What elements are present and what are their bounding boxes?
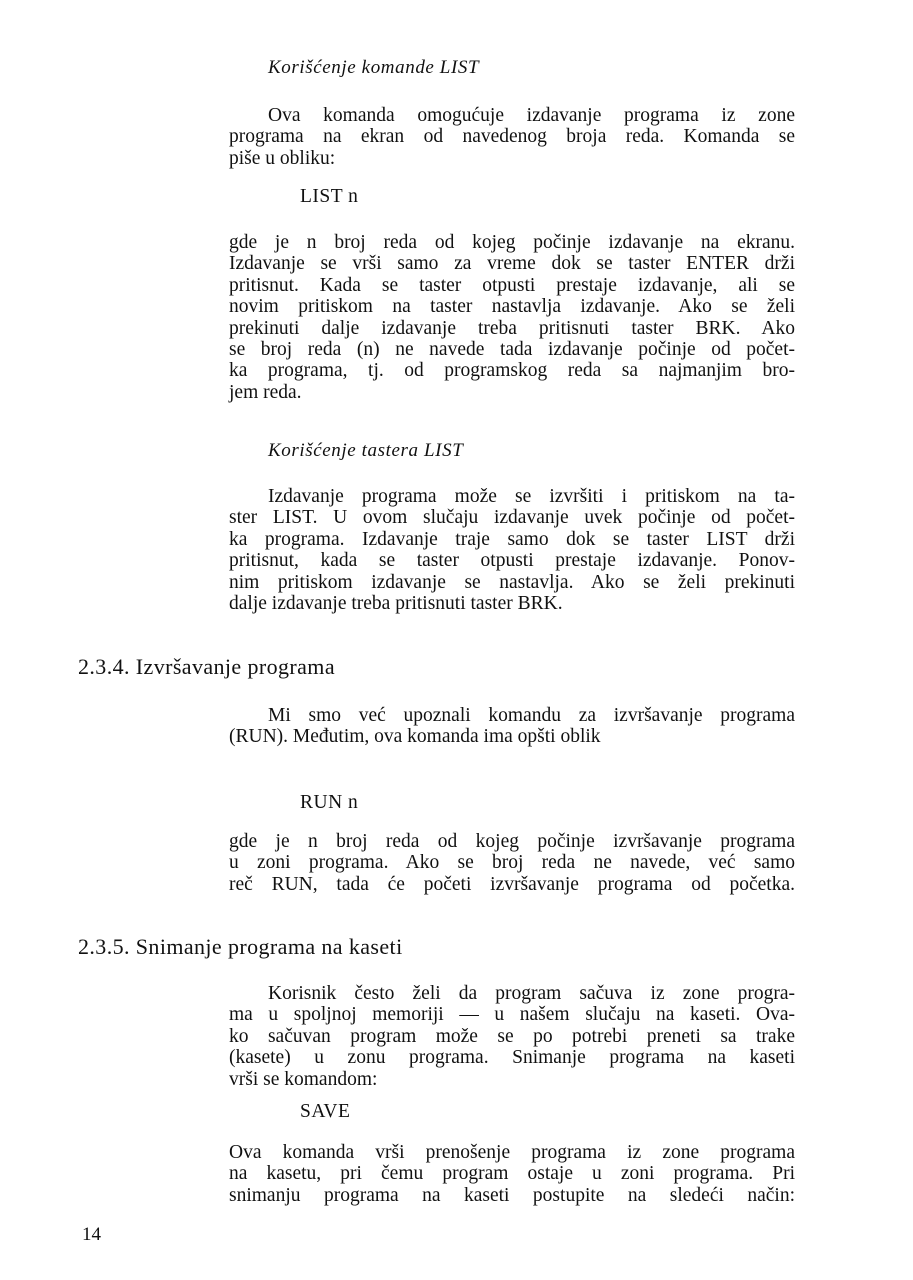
section-heading-2-3-5: 2.3.5. Snimanje programa na kaseti (78, 934, 403, 959)
paragraph-list-key (229, 486, 795, 614)
text-line: ka programa, tj. od programskog reda sa najmanjim bro- (229, 360, 795, 382)
section-heading-2-3-4: 2.3.4. Izvršavanje programa (78, 654, 335, 679)
text-line: Ova komanda vrši prenošenje programa iz zone programa (229, 1142, 795, 1163)
text-line: Mi smo već upoznali komandu za izvršavanje programa (268, 705, 795, 726)
text-line: prekinuti dalje izdavanje treba pritisnuti taster BRK. Ako (229, 317, 795, 339)
text-line: na kasetu, pri čemu program ostaje u zoni programa. Pri (229, 1163, 795, 1185)
text-line: Izdavanje se vrši samo za vreme dok se taster ENTER drži (229, 253, 795, 275)
code-run-command: RUN n (300, 792, 359, 813)
code-list-command: LIST n (300, 186, 359, 207)
text-line: (kasete) u zonu programa. Snimanje programa na kaseti (229, 1047, 795, 1069)
text-line: ko sačuvan program može se po potrebi preneti sa trake (229, 1025, 795, 1047)
paragraph-list-explain (229, 232, 795, 403)
text-line: ma u spoljnoj memoriji — u našem slučaju na kaseti. Ova- (229, 1004, 795, 1026)
text-line: Izdavanje programa može se izvršiti i pritiskom na ta- (268, 486, 795, 507)
text-line: pritisnut. Kada se taster otpusti prestaje izdavanje, ali se (229, 274, 795, 296)
paragraph-list-command (229, 105, 795, 169)
text-line: jem reda. (229, 381, 302, 403)
text-line: novim pritiskom na taster nastavlja izdavanje. Ako se želi (229, 296, 795, 318)
text-line: dalje izdavanje treba pritisnuti taster BRK. (229, 593, 563, 615)
text-line: Ova komanda omogućuje izdavanje programa iz zone (268, 105, 795, 126)
text-line: Korisnik često želi da program sačuva iz zone progra- (268, 983, 795, 1004)
text-line: snimanju programa na kaseti postupite na sledeći način: (229, 1184, 795, 1206)
subheading-list-key: Korišćenje tastera LIST (268, 440, 464, 461)
page-number: 14 (82, 1224, 101, 1245)
text-line: pritisnut, kada se taster otpusti prestaje izdavanje. Ponov- (229, 550, 795, 572)
text-line: (RUN). Međutim, ova komanda ima opšti oblik (229, 726, 601, 748)
paragraph-run-intro (229, 705, 795, 748)
code-save-command: SAVE (300, 1101, 351, 1122)
text-line: nim pritiskom izdavanje se nastavlja. Ako se želi prekinuti (229, 571, 795, 593)
text-line: gde je n broj reda od kojeg počinje izvršavanje programa (229, 831, 795, 852)
paragraph-run-explain (229, 831, 795, 895)
text-line: ster LIST. U ovom slučaju izdavanje uvek počinje od počet- (229, 507, 795, 529)
text-line: vrši se komandom: (229, 1068, 378, 1090)
paragraph-save-intro (229, 983, 795, 1090)
text-line: gde je n broj reda od kojeg počinje izdavanje na ekranu. (229, 232, 795, 253)
text-line: u zoni programa. Ako se broj reda ne navede, već samo (229, 852, 795, 874)
text-line: ka programa. Izdavanje traje samo dok se taster LIST drži (229, 528, 795, 550)
text-line: programa na ekran od navedenog broja reda. Komanda se (229, 126, 795, 148)
subheading-list-command: Korišćenje komande LIST (268, 57, 480, 78)
text-line: reč RUN, tada će početi izvršavanje programa od početka. (229, 873, 795, 895)
text-line: piše u obliku: (229, 147, 336, 169)
text-line: se broj reda (n) ne navede tada izdavanje počinje od počet- (229, 339, 795, 361)
paragraph-save-explain (229, 1142, 795, 1206)
